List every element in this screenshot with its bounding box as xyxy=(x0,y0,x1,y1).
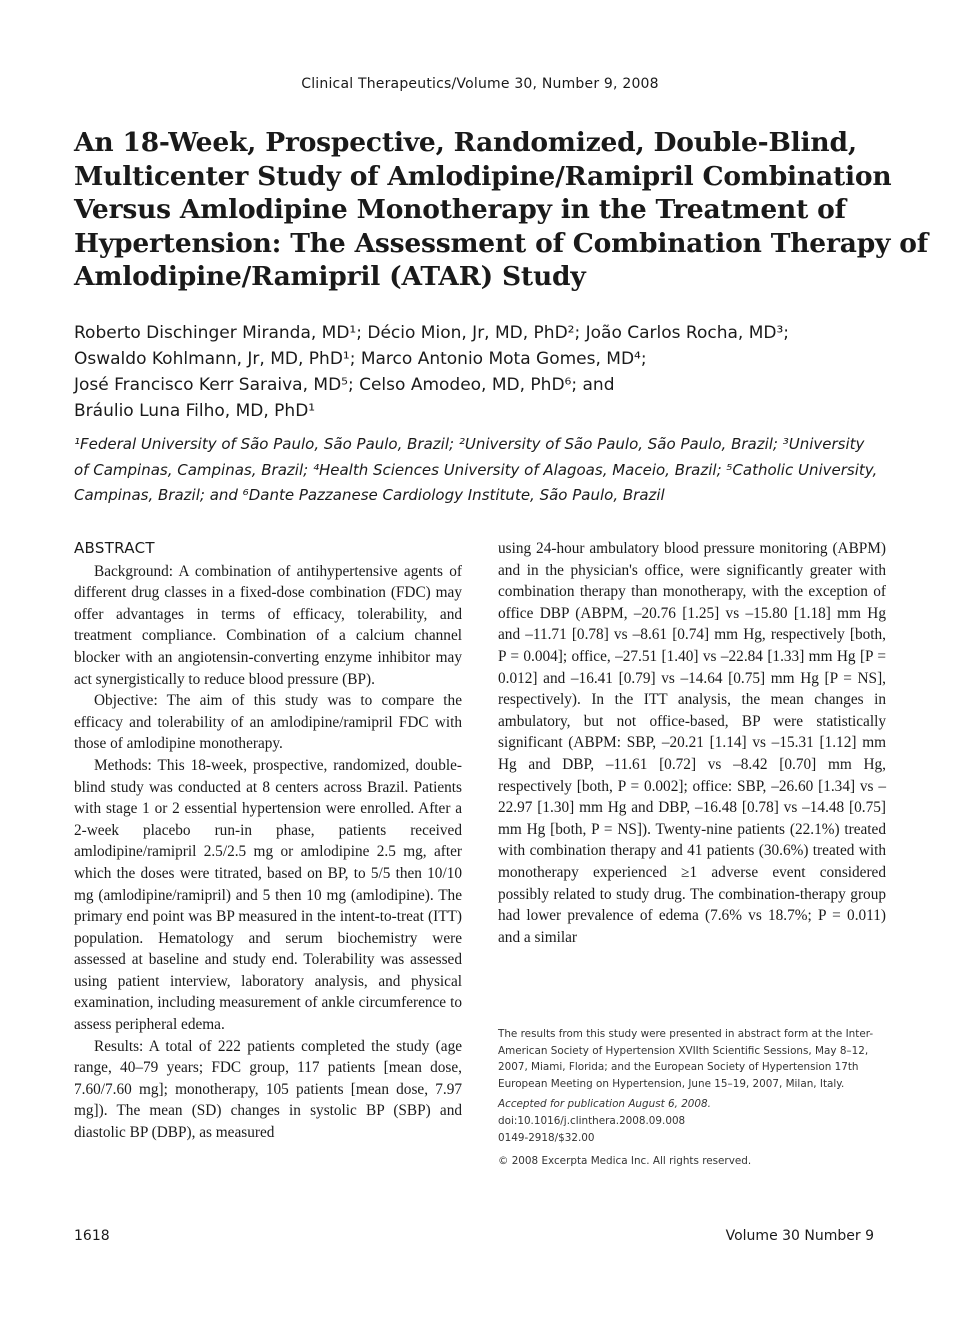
affiliation-line: Campinas, Brazil; and ⁶Dante Pazzanese Cardiology Institute, São Paulo, Brazil xyxy=(74,486,665,504)
abstract-objective xyxy=(74,690,462,755)
presentation-note: The results from this study were presented in abstract form at the Inter-American Society of Hypertension XVIIth Scientific Sessions, May 8–12, 2007, Miami, Florida; and the European Society of Hypertension 17th European Meeting on Hypertension, June 15–19, 2007, Milan, Italy. xyxy=(498,1028,874,1090)
affiliations xyxy=(74,432,904,509)
abstract-right-column xyxy=(498,538,886,948)
title-line: Multicenter Study of Amlodipine/Ramipril Combination xyxy=(74,160,892,192)
author-line: José Francisco Kerr Saraiva, MD⁵; Celso Amodeo, MD, PhD⁶; and xyxy=(74,375,615,395)
title-line: Versus Amlodipine Monotherapy in the Treatment of xyxy=(74,194,846,225)
issn: 0149-2918/$32.00 xyxy=(498,1131,595,1144)
title-line: Amlodipine/Ramipril (ATAR) Study xyxy=(74,261,586,292)
author-line: Bráulio Luna Filho, MD, PhD¹ xyxy=(74,401,316,421)
article-footnote xyxy=(498,1026,886,1170)
results-text: A total of 222 patients completed the study (age range, 40–79 years; FDC group, 117 patients [mean dose, 7.60/7.60 mg]; monotherapy, 105 patients [mean dose, 7.97 mg]). The mean (SD) changes in systolic BP (SBP) and diastolic BP (DBP), as measured xyxy=(74,1037,463,1142)
results-label: Results: xyxy=(94,1037,144,1055)
affiliation-line: ¹Federal University of São Paulo, São Paulo, Brazil; ²University of São Paulo, São Paulo, Brazil; ³University xyxy=(74,435,865,453)
footer-volume: Volume 30 Number 9 xyxy=(725,1228,874,1244)
background-label: Background: xyxy=(94,562,174,580)
methods-label: Methods: xyxy=(94,756,152,774)
results-continued: using 24-hour ambulatory blood pressure monitoring (ABPM) and in the physician's office, were significantly greater with combination therapy than monotherapy, with the exception of office DBP (ABPM, –20.76 [1.25] vs –15.80 [1.18] mm Hg and –11.71 [0.78] vs –8.61 [0.74] mm Hg, respectively [both, P = 0.004]; office, –27.51 [1.40] vs –22.84 [1.33] mm Hg [P = 0.012] and –16.41 [0.79] vs –14.64 [0.75] mm Hg [P = NS], respectively). In the ITT analysis, the mean changes in ambulatory, but not office-based, BP were statistically significant (ABPM: SBP, –20.21 [1.14] vs –15.31 [1.12] mm Hg and DBP, –11.61 [0.72] vs –8.42 [0.70] mm Hg, respectively [both, P = 0.002]; office: SBP, –26.60 [1.34] vs –22.97 [1.30] mm Hg and DBP, –16.48 [0.78] vs –14.48 [0.75] mm Hg [both, P = NS]). Twenty-nine patients (22.1%) treated with combination therapy and 41 patients (30.6%) treated with monotherapy experienced ≥1 adverse event considered possibly related to study drug. The combination-therapy group had lower prevalence of edema (7.6% vs 18.7%; P = 0.011) and a similar xyxy=(498,540,886,946)
abstract-left-column xyxy=(74,538,462,1144)
accepted-date: Accepted for publication August 6, 2008. xyxy=(498,1098,711,1111)
copyright: © 2008 Excerpta Medica Inc. All rights reserved. xyxy=(498,1155,752,1168)
abstract-methods xyxy=(74,755,462,1036)
abstract-heading: ABSTRACT xyxy=(74,539,155,557)
objective-label: Objective: xyxy=(94,692,158,710)
journal-header: Clinical Therapeutics/Volume 30, Number 9, 2008 xyxy=(301,76,659,92)
objective-text: The aim of this study was to compare the efficacy and tolerability of an amlodipine/ramipril FDC with those of amlodipine monotherapy. xyxy=(74,692,462,753)
methods-text: This 18-week, prospective, randomized, double-blind study was conducted at 8 centers across Brazil. Patients with stage 1 or 2 essential hypertension were enrolled. After a 2-week placebo run-in phase, patients received amlodipine/ramipril 2.5/2.5 mg or amlodipine 2.5 mg, after which the doses were titrated, based on BP, to 5/5 then 10/10 mg (amlodipine/ramipril) and 5 then 10 mg (amlodipine). The primary end point was BP measured in the intent-to-treat (ITT) population. Hematology and serum biochemistry were assessed at baseline and study end. Tolerability was assessed using patient interview, laboratory analysis, and physical examination, including measurement of ankle circumference to assess peripheral edema. xyxy=(74,756,462,1034)
author-line: Roberto Dischinger Miranda, MD¹; Décio Mion, Jr, MD, PhD²; João Carlos Rocha, MD³; xyxy=(74,323,790,343)
background-text: A combination of antihypertensive agents of different drug classes in a fixed-dose combination (FDC) may offer advantages in terms of efficacy, tolerability, and treatment compliance. Combination of a calcium channel blocker with an angiotensin-converting enzyme inhibitor may act synergistically to reduce blood pressure (BP). xyxy=(74,562,462,688)
article-title xyxy=(74,126,928,294)
author-line: Oswaldo Kohlmann, Jr, MD, PhD¹; Marco Antonio Mota Gomes, MD⁴; xyxy=(74,349,647,369)
abstract-background xyxy=(74,561,462,691)
page-number: 1618 xyxy=(74,1228,110,1244)
title-line: Hypertension: The Assessment of Combination Therapy of xyxy=(74,227,928,259)
doi: doi:10.1016/j.clinthera.2008.09.008 xyxy=(498,1114,686,1127)
affiliation-line: of Campinas, Campinas, Brazil; ⁴Health Sciences University of Alagoas, Maceio, Brazil; ⁵Catholic University, xyxy=(74,460,878,479)
author-list xyxy=(74,320,914,424)
title-line: An 18-Week, Prospective, Randomized, Double-Blind, xyxy=(74,127,857,158)
abstract-results xyxy=(74,1036,462,1144)
